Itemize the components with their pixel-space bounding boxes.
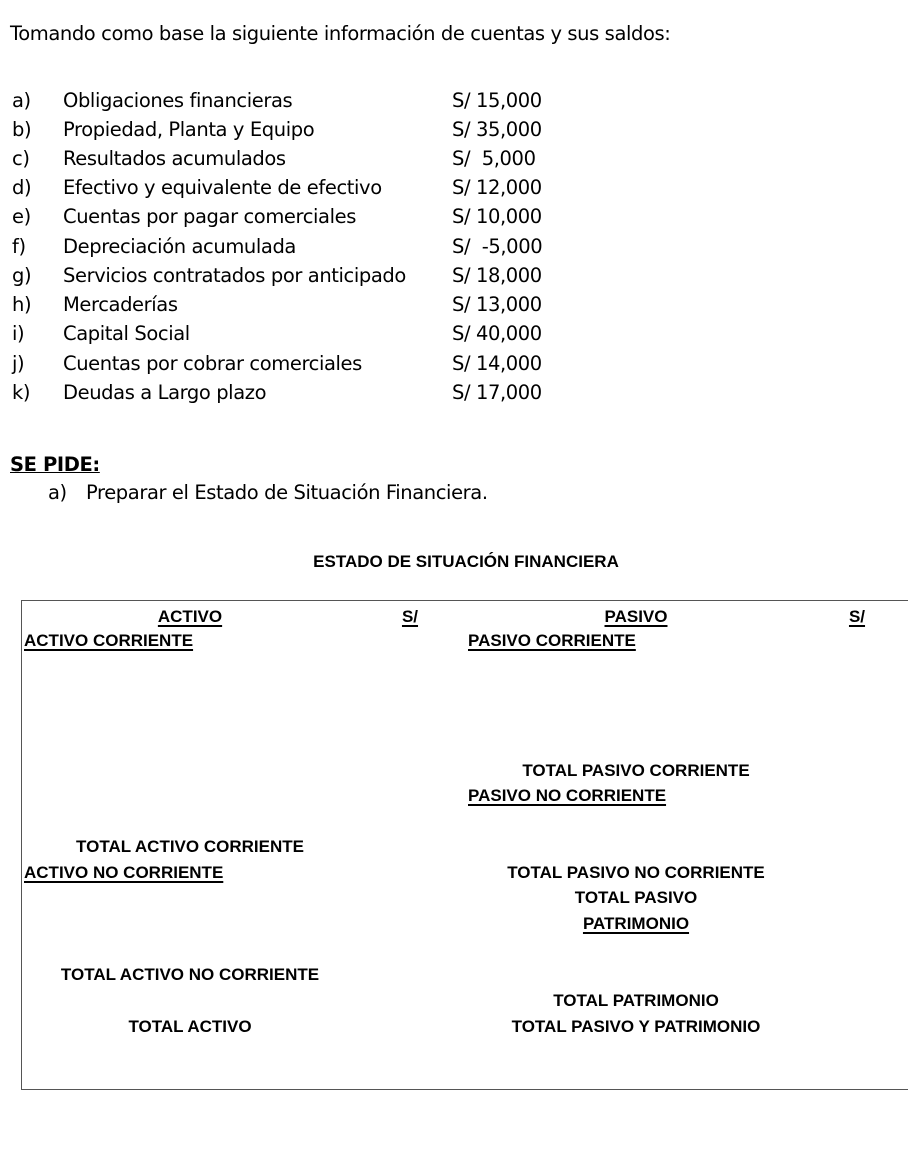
account-amount: S/ 13,000	[452, 293, 542, 316]
total-activo-no-corriente-label: TOTAL ACTIVO NO CORRIENTE	[60, 965, 320, 984]
account-letter: g)	[12, 264, 32, 287]
table-bottom-border	[21, 1089, 908, 1090]
account-amount: S/ 18,000	[452, 264, 542, 287]
account-name: Efectivo y equivalente de efectivo	[63, 176, 382, 199]
list-item	[12, 295, 572, 323]
total-pasivo-no-corriente-label: TOTAL PASIVO NO CORRIENTE	[507, 863, 765, 882]
account-amount: S/ 35,000	[452, 118, 542, 141]
account-name: Propiedad, Planta y Equipo	[63, 118, 315, 141]
total-activo-corriente-label: TOTAL ACTIVO CORRIENTE	[76, 837, 304, 856]
total-activo-label: TOTAL ACTIVO	[128, 1017, 252, 1036]
total-pasivo-y-patrimonio-label: TOTAL PASIVO Y PATRIMONIO	[511, 1017, 761, 1036]
account-letter: e)	[12, 205, 31, 228]
account-amount: S/ 15,000	[452, 89, 542, 112]
account-name: Cuentas por pagar comerciales	[63, 205, 356, 228]
account-amount: S/ 5,000	[452, 147, 536, 170]
pasivo-no-corriente-label: PASIVO NO CORRIENTE	[468, 786, 667, 805]
account-letter: k)	[12, 381, 31, 404]
statement-title: ESTADO DE SITUACIÓN FINANCIERA	[313, 552, 619, 571]
account-letter: i)	[12, 322, 25, 345]
total-patrimonio-label: TOTAL PATRIMONIO	[553, 991, 719, 1010]
list-item	[12, 237, 572, 265]
patrimonio-label: PATRIMONIO	[582, 914, 690, 933]
account-amount: S/ 17,000	[452, 381, 542, 404]
list-item	[12, 120, 572, 148]
account-name: Mercaderías	[63, 293, 178, 316]
activo-currency-header: S/	[401, 607, 419, 626]
pasivo-header: PASIVO	[604, 607, 668, 626]
pasivo-currency-header: S/	[848, 607, 866, 626]
account-name: Deudas a Largo plazo	[63, 381, 267, 404]
list-item	[12, 383, 572, 411]
pasivo-corriente-label: PASIVO CORRIENTE	[468, 631, 636, 650]
activo-no-corriente-label: ACTIVO NO CORRIENTE	[24, 863, 224, 882]
se-pide-heading: SE PIDE:	[10, 453, 100, 476]
account-letter: h)	[12, 293, 32, 316]
list-item	[12, 207, 572, 235]
account-name: Resultados acumulados	[63, 147, 286, 170]
list-item	[12, 178, 572, 206]
account-amount: S/ 10,000	[452, 205, 542, 228]
account-name: Servicios contratados por anticipado	[63, 264, 406, 287]
account-name: Capital Social	[63, 322, 190, 345]
account-letter: j)	[12, 352, 25, 375]
activo-corriente-label: ACTIVO CORRIENTE	[24, 631, 194, 650]
list-item	[12, 354, 572, 382]
activo-header: ACTIVO	[157, 607, 223, 626]
account-name: Cuentas por cobrar comerciales	[63, 352, 362, 375]
list-item	[12, 266, 572, 294]
account-letter: f)	[12, 235, 26, 258]
account-amount: S/ -5,000	[452, 235, 543, 258]
table-left-border	[21, 600, 22, 1090]
account-name: Obligaciones financieras	[63, 89, 293, 112]
list-item	[12, 324, 572, 352]
total-pasivo-corriente-label: TOTAL PASIVO CORRIENTE	[522, 761, 750, 780]
list-item	[12, 91, 572, 119]
account-letter: d)	[12, 176, 32, 199]
total-pasivo-label: TOTAL PASIVO	[574, 888, 698, 907]
account-letter: a)	[12, 89, 31, 112]
account-amount: S/ 14,000	[452, 352, 542, 375]
intro-text: Tomando como base la siguiente información de cuentas y sus saldos:	[10, 22, 671, 45]
account-name: Depreciación acumulada	[63, 235, 296, 258]
task-text: Preparar el Estado de Situación Financiera.	[86, 481, 488, 504]
task-letter: a)	[48, 481, 67, 504]
account-letter: b)	[12, 118, 32, 141]
table-top-border	[21, 600, 908, 601]
account-letter: c)	[12, 147, 30, 170]
account-amount: S/ 12,000	[452, 176, 542, 199]
list-item	[12, 149, 572, 177]
account-amount: S/ 40,000	[452, 322, 542, 345]
